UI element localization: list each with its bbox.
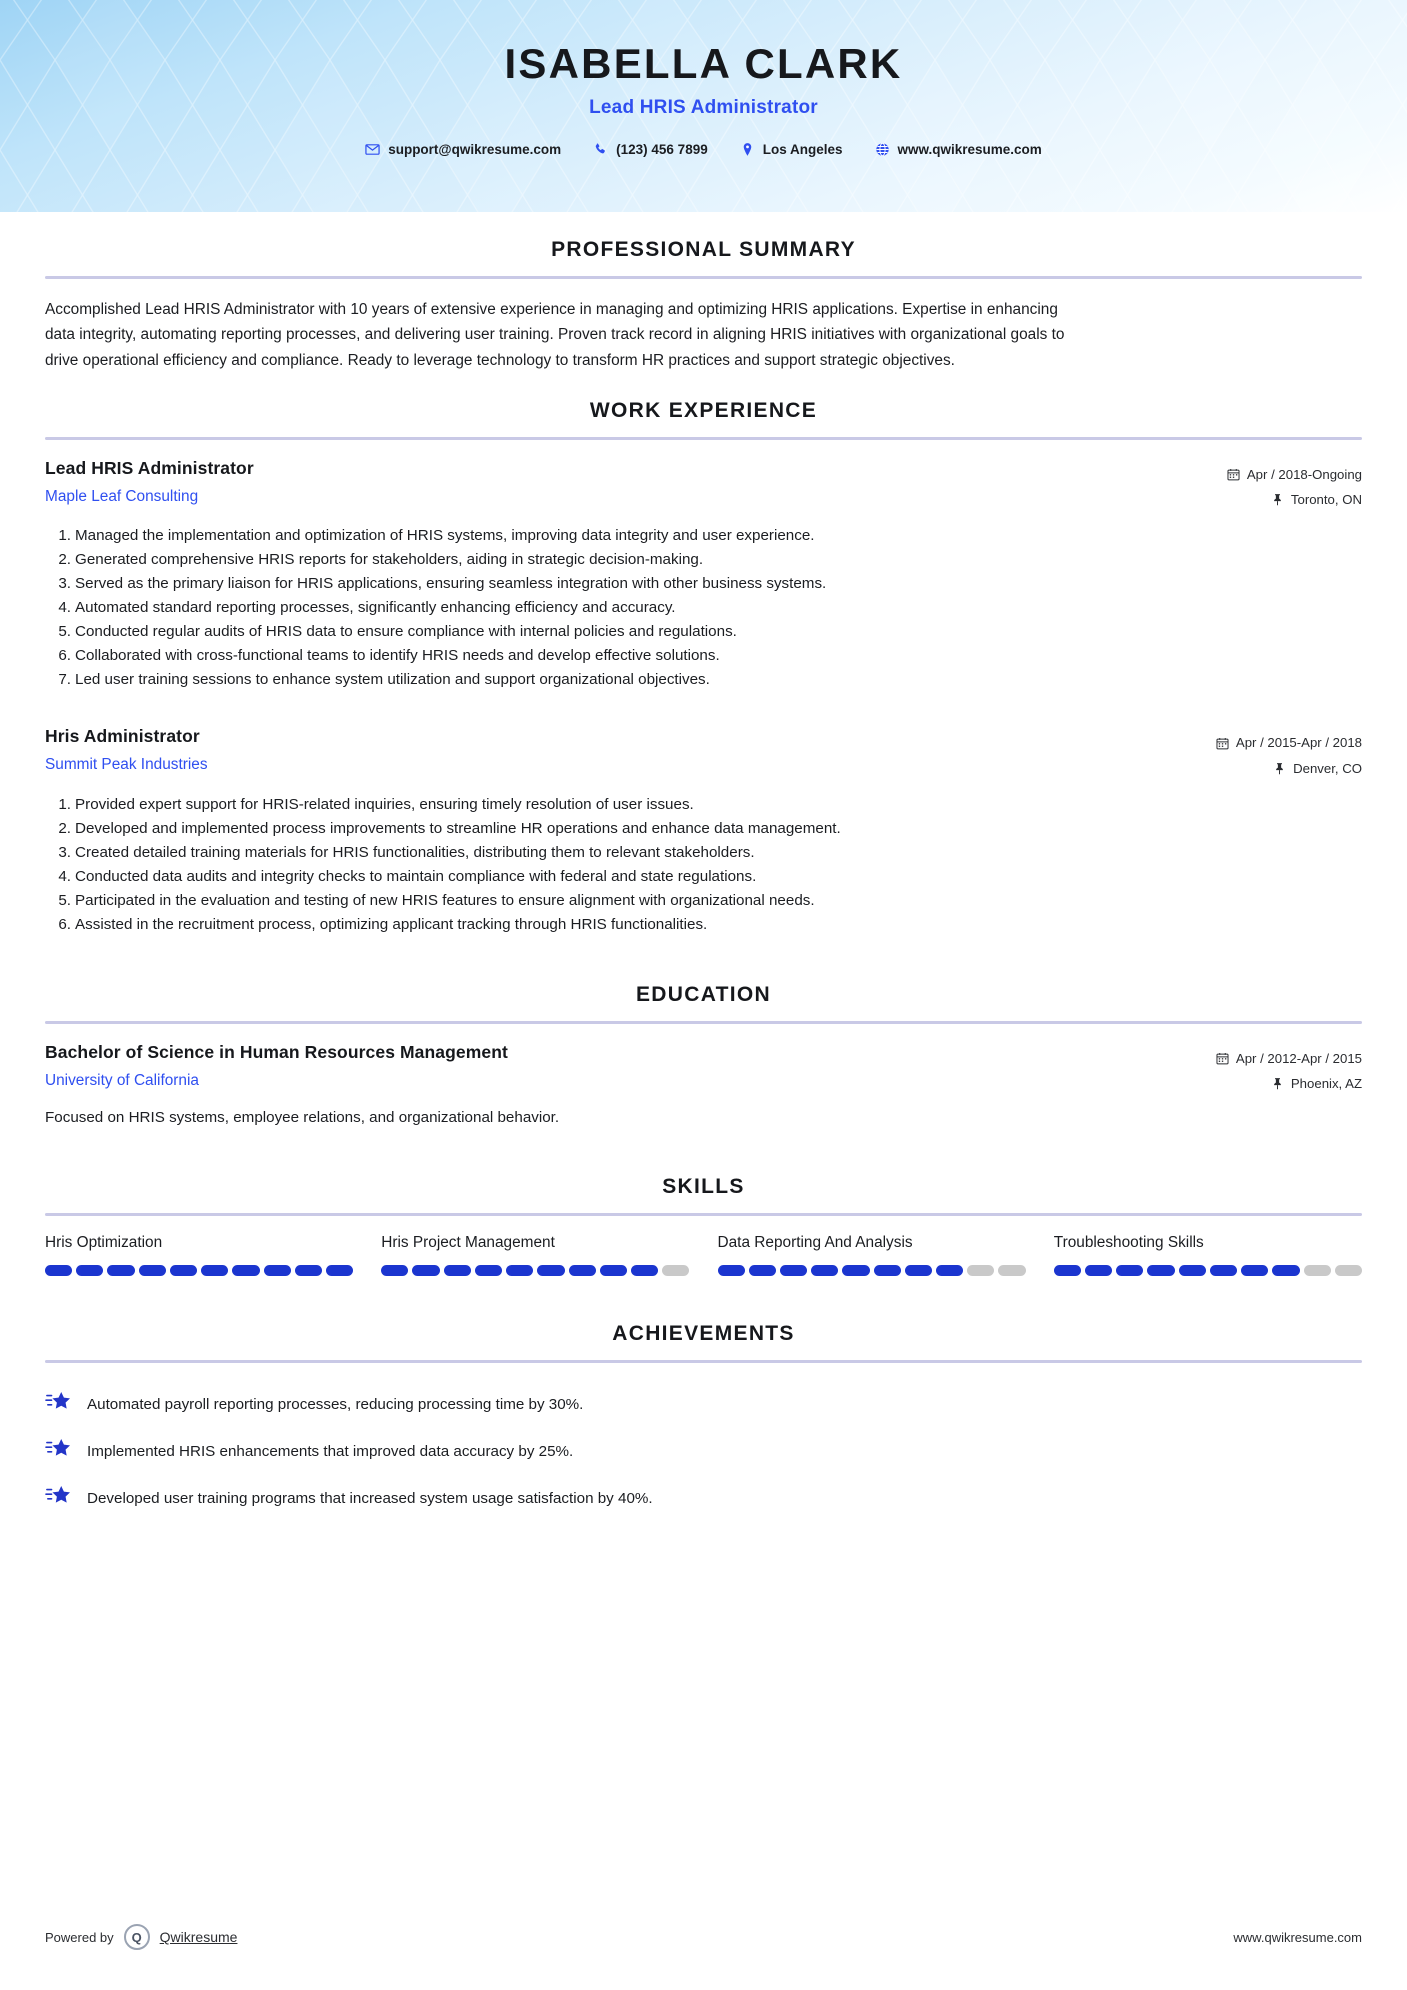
work-bullet: Provided expert support for HRIS-related inquiries, ensuring timely resolution of user issues. [75,795,694,813]
work-bullet-list [45,793,1362,937]
work-bullet: Conducted data audits and integrity checks to maintain compliance with federal and state regulations. [75,867,757,885]
skill-item [45,1234,353,1276]
work-bullet: Created detailed training materials for HRIS functionalities, distributing them to relevant stakeholders. [75,843,755,861]
work-location-text: Toronto, ON [1290,492,1362,508]
skill-segment [1085,1265,1112,1276]
section-education [45,983,1362,1130]
skill-segment [1272,1265,1299,1276]
section-divider [45,437,1362,440]
achievement-text: Implemented HRIS enhancements that improved data accuracy by 25%. [87,1442,574,1460]
education-school[interactable]: University of California [45,1071,199,1089]
skill-segment [662,1265,689,1276]
skill-segment [1116,1265,1143,1276]
work-job-title: Lead HRIS Administrator [45,458,254,479]
section-divider [45,1213,1362,1216]
contact-website-text: www.qwikresume.com [897,142,1042,158]
skill-segment [718,1265,745,1276]
skill-segment [264,1265,291,1276]
skill-segment [1147,1265,1174,1276]
contact-website[interactable] [859,142,1058,157]
skill-segment [569,1265,596,1276]
work-bullet: Led user training sessions to enhance system utilization and support organizational objectives. [75,671,710,689]
work-dates-text: Apr / 2015-Apr / 2018 [1235,735,1362,751]
achievement-list [45,1381,1362,1522]
skill-segment [874,1265,901,1276]
achievement-item [45,1475,1362,1522]
education-location-text: Phoenix, AZ [1290,1075,1362,1091]
work-dates [1152,730,1362,755]
education-degree: Bachelor of Science in Human Resources Management [45,1041,508,1062]
work-bullet: Served as the primary liaison for HRIS applications, ensuring seamless integration with other business systems. [75,575,827,593]
footer-branding [45,1924,237,1950]
work-location [1152,756,1362,781]
skill-segment [811,1265,838,1276]
professional-summary-text: Accomplished Lead HRIS Administrator with 10 years of extensive experience in managing and optimizing HRIS applications. Expertise in enhancing data integrity, automating reporting processes, and delivering user training. Proven track record in aligning HRIS initiatives with organizational goals to drive operational efficiency and compliance. Ready to leverage technology to transform HR practices and support strategic objectives. [45,301,1065,369]
pushpin-icon [1271,1077,1284,1090]
calendar-icon [1216,1052,1229,1065]
skill-segment [201,1265,228,1276]
contact-phone-text: (123) 456 7899 [616,142,708,158]
skill-segment [537,1265,564,1276]
skill-segment [107,1265,134,1276]
pushpin-icon [1273,762,1286,775]
work-company-name[interactable]: Maple Leaf Consulting [45,488,199,506]
skill-segment [139,1265,166,1276]
skill-segment [631,1265,658,1276]
skill-segment [475,1265,502,1276]
work-bullet: Participated in the evaluation and testing of new HRIS features to ensure alignment with organizational needs. [75,891,815,909]
achievement-text: Automated payroll reporting processes, reducing processing time by 30%. [87,1395,584,1413]
skill-segment [1335,1265,1362,1276]
section-divider [45,1021,1362,1024]
page-footer [45,1924,1362,1950]
skill-level-bar [45,1265,353,1276]
resume-header [0,0,1407,212]
section-divider [45,1360,1362,1363]
skill-name: Data Reporting And Analysis [717,1234,913,1252]
calendar-icon [1216,737,1229,750]
skill-segment [905,1265,932,1276]
skill-name: Hris Project Management [381,1234,555,1252]
skill-level-bar [1054,1265,1362,1276]
skill-segment [936,1265,963,1276]
skill-segment [506,1265,533,1276]
skills-grid [45,1234,1362,1276]
contact-location-text: Los Angeles [762,142,843,158]
skill-item [718,1234,1026,1276]
section-title-education: EDUCATION [636,982,771,1006]
section-title-achievements: ACHIEVEMENTS [612,1322,795,1346]
contact-location [724,142,859,157]
skill-level-bar [718,1265,1026,1276]
pushpin-icon [1271,493,1284,506]
work-bullet: Assisted in the recruitment process, optimizing applicant tracking through HRIS functionalities. [75,915,708,933]
skill-level-bar [381,1265,689,1276]
globe-icon [875,142,890,157]
work-location [1152,487,1362,512]
contact-email-text: support@qwikresume.com [388,142,562,158]
skill-name: Hris Optimization [45,1234,163,1252]
skill-item [1054,1234,1362,1276]
candidate-job-title: Lead HRIS Administrator [589,97,818,119]
education-entry [45,1042,1362,1130]
brand-initial: Q [131,1929,142,1945]
contact-row [0,142,1407,157]
skill-segment [444,1265,471,1276]
email-icon [365,142,380,157]
achievement-item [45,1381,1362,1428]
skill-segment [1241,1265,1268,1276]
work-entry [45,726,1362,936]
skill-segment [749,1265,776,1276]
work-entry [45,458,1362,692]
work-bullet: Generated comprehensive HRIS reports for stakeholders, aiding in strategic decision-making. [75,551,704,569]
skill-segment [412,1265,439,1276]
footer-website[interactable]: www.qwikresume.com [1233,1929,1362,1945]
calendar-icon [1227,468,1240,481]
skill-segment [295,1265,322,1276]
skill-segment [967,1265,994,1276]
powered-by-label: Powered by [45,1929,114,1945]
skill-segment [842,1265,869,1276]
skill-segment [1304,1265,1331,1276]
skill-segment [76,1265,103,1276]
star-icon [45,1390,71,1419]
candidate-name: ISABELLA CLARK [504,40,903,87]
work-dates [1152,462,1362,487]
skill-segment [1210,1265,1237,1276]
work-location-text: Denver, CO [1293,760,1362,776]
section-professional-summary [45,238,1362,373]
contact-email[interactable] [349,142,577,157]
education-dates-text: Apr / 2012-Apr / 2015 [1235,1050,1362,1066]
work-dates-text: Apr / 2018-Ongoing [1246,467,1362,483]
work-bullet: Developed and implemented process improvements to streamline HR operations and enhance data management. [75,819,841,837]
skill-segment [381,1265,408,1276]
skill-segment [998,1265,1025,1276]
education-description: Focused on HRIS systems, employee relations, and organizational behavior. [45,1108,560,1126]
skill-segment [45,1265,72,1276]
qwikresume-logo-icon [124,1924,150,1950]
work-bullet: Automated standard reporting processes, significantly enhancing efficiency and accuracy. [75,599,676,617]
education-dates [1152,1046,1362,1071]
skill-name: Troubleshooting Skills [1053,1234,1204,1252]
work-bullet: Collaborated with cross-functional teams to identify HRIS needs and develop effective solutions. [75,647,720,665]
education-location [1152,1071,1362,1096]
work-bullet-list [45,524,1362,692]
section-achievements [45,1322,1362,1522]
skill-segment [780,1265,807,1276]
skill-segment [232,1265,259,1276]
star-icon [45,1437,71,1466]
work-bullet: Conducted regular audits of HRIS data to ensure compliance with internal policies and regulations. [75,623,737,641]
achievement-text: Developed user training programs that increased system usage satisfaction by 40%. [87,1489,653,1507]
section-divider [45,276,1362,279]
location-pin-icon [740,142,755,157]
section-title-professional-summary: PROFESSIONAL SUMMARY [551,238,856,261]
section-work-experience [45,399,1362,937]
section-title-skills: SKILLS [662,1175,745,1199]
phone-icon [593,142,608,157]
achievement-item [45,1428,1362,1475]
work-company-name[interactable]: Summit Peak Industries [45,756,208,774]
section-title-work-experience: WORK EXPERIENCE [589,399,818,423]
skill-segment [600,1265,627,1276]
work-job-title: Hris Administrator [45,726,200,747]
skill-segment [170,1265,197,1276]
skill-item [381,1234,689,1276]
work-bullet: Managed the implementation and optimization of HRIS systems, improving data integrity and user experience. [75,527,815,545]
skill-segment [326,1265,353,1276]
section-skills [45,1175,1362,1276]
skill-segment [1179,1265,1206,1276]
star-icon [45,1484,71,1513]
skill-segment [1054,1265,1081,1276]
contact-phone[interactable] [577,142,724,157]
brand-name-link[interactable]: Qwikresume [159,1929,238,1945]
